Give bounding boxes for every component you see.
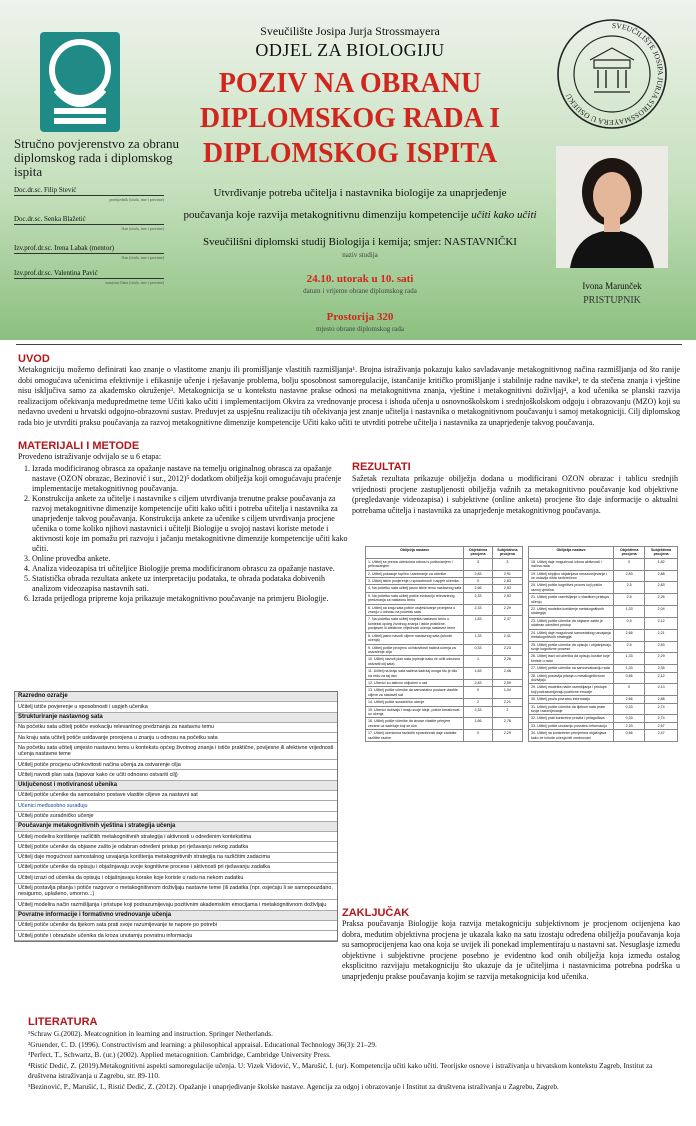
col-header: Objektivna procjena xyxy=(614,547,645,559)
results-feature-cell: 22. Učitelj modelira korištenje metakognitivnih strategija xyxy=(529,606,614,618)
objective-score-cell: 2,33 xyxy=(464,592,492,604)
thesis-title-line: poučavanja koje razvija metakognitivnu dimenziju kompetencije xyxy=(183,209,472,221)
results-feature-cell: 11. Učitelj na kraju sata sažima sadržaj onoga što je bilo na redu za taj dan xyxy=(366,668,464,680)
ozon-section-row: Razredno ozračje xyxy=(15,692,337,702)
subjective-score-cell: 2,29 xyxy=(645,653,678,665)
methods-step: 3. Online provedba ankete. xyxy=(32,554,348,564)
committee-member xyxy=(14,269,164,285)
subjective-score-cell: 2,83 xyxy=(645,582,678,594)
results-row xyxy=(366,668,523,680)
ozon-row: Učitelj daje mogućnost samostalnog usvajanja korištenja metakognitivnih strategija na različitim zadacima xyxy=(15,853,337,863)
objective-score-cell: 0,33 xyxy=(614,703,645,715)
subjective-score-cell: 2,59 xyxy=(492,679,522,686)
member-role: predsjednik (titula, ime i prezime) xyxy=(109,197,164,202)
results-row xyxy=(529,684,678,696)
methods-step: 6. Izrada prijedloga pripreme koja prikazuje metakognitivno poučavanje na primjeru Biologije. xyxy=(32,594,348,604)
reference-item: ¹Schraw G.(2002). Meatcognition in learning and instruction. Springer Netherlands. xyxy=(28,1029,273,1038)
objective-score-cell: 1,83 xyxy=(464,616,492,632)
objective-score-cell: 2,5 xyxy=(614,641,645,653)
col-header: Subjektivna procjena xyxy=(645,547,678,559)
ozon-row: Učenici međusobno surađuju xyxy=(15,801,337,811)
objective-score-cell: 0,5 xyxy=(614,617,645,629)
results-feature-cell: 14. Učitelj potiče suradničko učenje xyxy=(366,699,464,706)
objective-score-cell: 0,66 xyxy=(614,672,645,684)
objective-score-cell: 0 xyxy=(464,578,492,585)
objective-score-cell: 2,5 xyxy=(614,594,645,606)
thesis-title xyxy=(168,182,552,226)
ozon-row: Učitelj postavlja pitanja i potiče razgovor o metakognitivnom doživljaju nastavne teme (ili zadatka (npr. osjećaju li se samopouzdano, nesigurno, uplašeno, umorno...) xyxy=(15,884,337,901)
reference-item: ³Perfect, T., Schwartz, B. (ur.) (2002). Applied metacognition. Cambridge, Cambridge University Press. xyxy=(28,1050,331,1059)
results-text: Sažetak rezultata prikazuje obilježja dodana u modificirani OZON obrazac i tablicu srednjih vrijednosti procjene zastupljenosti obilježja važnih za metakognitivno poučavanje kod objektivne (pregledavanje videozapisa) i subjektivne (online anketa) procjene što daje informacije o aktualni potrebama učitelja i nastavnika za unaprjeđenje metakognitivnog poučavanja. xyxy=(352,474,678,515)
results-feature-cell: 16. Učitelj potiče učenike da iznose vlastite primjere vezane uz sadržaje koji se uče xyxy=(366,718,464,730)
ozon-row: Učitelj izrazi od učenika da opisuju i objašnjavaju korake koje koriste u radu na nekom zadatku xyxy=(15,873,337,883)
reference-item: ²Gruender, C. D. (1996). Constructivism and learning: a philosophical appraisal. Educational Technology 36(3): 21–29. xyxy=(28,1039,377,1049)
results-feature-cell: 4. Na početku sata učitelj jasno ističe temu nastavnog sata xyxy=(366,585,464,592)
member-role: zamjena člana (titula, ime i prezime) xyxy=(105,280,164,285)
candidate-photo-graphic xyxy=(556,146,668,268)
results-row xyxy=(529,606,678,618)
results-heading: REZULTATI xyxy=(352,461,411,473)
results-feature-cell: 9. Učitelj potiče procjenu učinkovitosti načina učenja za ostvarenje cilja xyxy=(366,644,464,656)
methods-step: 4. Analiza videozapisa tri učiteljice Biologije prema modificiranom obrascu za opažanje nastave. xyxy=(32,564,348,574)
ozon-row: Učitelj modelira način razmišljanja i pristupe koji podrazumijevaju pozitivnim akademskim emocijama i metakognitivnom doživljaju xyxy=(15,900,337,910)
results-feature-cell: 18. Učitelj daje mogućnost izbora aktivnosti i načina rada xyxy=(529,558,614,570)
methods-heading: MATERIJALI I METODE xyxy=(18,440,140,452)
results-row xyxy=(366,570,523,577)
objective-score-cell: 2,83 xyxy=(464,679,492,686)
objective-score-cell: 1,33 xyxy=(614,665,645,672)
results-row xyxy=(529,582,678,594)
subjective-score-cell: 1,82 xyxy=(645,558,678,570)
col-header: Objektivna procjena xyxy=(464,547,492,559)
results-feature-cell: 6. Učitelj na kraju sata potiče osvješćivanje promjena u znanju u odnosu na početak sata xyxy=(366,604,464,616)
objective-score-cell: 1,83 xyxy=(464,668,492,680)
subjective-score-cell: 2,83 xyxy=(492,578,522,585)
committee-member xyxy=(14,215,164,231)
ozon-section-row: Uključenost i motiviranost učenika xyxy=(15,781,337,791)
subjective-score-cell: 2,23 xyxy=(492,644,522,656)
ozon-row: Učitelj potiče učenike da opisuju i objašnjavaju svoje kognitivne procese i aktivnosti pri rješavanju zadatka xyxy=(15,863,337,873)
objective-score-cell: 2,83 xyxy=(464,570,492,577)
objective-score-cell: 2,66 xyxy=(614,696,645,703)
reference-item: ⁴Ristić Dedić, Z. (2019).Metakognitivni aspekti samoregulacije učenja. U: Vizek Vidović, V., Marušić, I. (ur). Kompetencija učiti kako učiti. Teorijske osnove i istraživanja u hrvatskom kontekstu Zagreb, Institut za društvena istraživanja u Zagrebu, str. 89-110. xyxy=(28,1060,653,1080)
results-feature-cell: 17. Učitelj učenicima razlicitih sposobnosti daje zadatke različite razine xyxy=(366,730,464,742)
objective-score-cell: 3 xyxy=(464,558,492,570)
results-row xyxy=(366,632,523,644)
defense-room: Prostorija 320 xyxy=(326,311,394,323)
results-row xyxy=(366,578,523,585)
results-row xyxy=(529,730,678,742)
results-row xyxy=(529,696,678,703)
member-name: Doc.dr.sc. Senka Blažetić xyxy=(14,215,164,225)
results-row xyxy=(529,653,678,665)
results-feature-cell: 33. Učitelj potiče unutarnju povratnu informaciju xyxy=(529,722,614,729)
results-feature-cell: 34. Učitelj na konkretnim primjerima objašnjava kako će ishode učenja biti vrednovani xyxy=(529,730,614,742)
results-feature-cell: 3. Učitelj ističe povjerenje u sposobnosti i uspjeh učenika xyxy=(366,578,464,585)
intro-text: Metakogniciju možemo definirati kao znanje o vlastitome znanju ili promišljanje vlastitih razmišljanja¹. Brojna istraživanja pokazuju kako savladavanje metakognitivnog načina razmišljanja od što ranije dobi omogućava učenicima efektivnije i efikasnije učenje i rješavanje problema, bolju sposobnost samoregulacije, istančanije kritičko promišljanje i stabilnije radne navike², te da stečena znanja i vještine nisu isključiva samo za akademsko okruženje³. Metakognicija se u kontekstu nastavne prakse odnosi na metakognitivna znanja, vještine i metakognitivni doživljaj⁴, a kod učenika se planski razvija realizacijom očekivanja međupredmetne teme Učiti kako učiti i implementacijom Okvira za vrednovanje procesa i ishoda učenja u osnovnoškolskom i srednjoškolskom odgoju i obrazovanju (MZO) koji su nedavno uvedeni u hrvatski odgojno-obrazovni sustav. Preduvjet za uspješnu realizaciju tih očekivanja jest znanje učitelja i nastavnika o metakognitivnom poučavanju i samoj metakogniciji. Cilj diplomskog rada bio je utvrditi praksu poučavanja za razvoj metakognitivne dimenzije kompetencije Učiti kako učiti te utvrditi potrebe učitelja i nastavnika za unaprjeđenje takvog poučavanja. xyxy=(18,365,680,427)
col-header: Subjektivna procjena xyxy=(492,547,522,559)
results-row xyxy=(366,592,523,604)
results-row xyxy=(529,703,678,715)
ozon-section-row: Poučavanje metakognitivnih vještina i strategija učenja xyxy=(15,822,337,832)
results-feature-cell: 2. Učitelj pokazuje toplinu i zanimanje za učenike xyxy=(366,570,464,577)
results-row xyxy=(529,617,678,629)
subjective-score-cell: 2,41 xyxy=(492,632,522,644)
results-feature-cell: 7. Na početku sata učitelj smješta nastavnu temu u kontekst općeg životnog znanja i ističe praktične, povijesne ili afektivne vrijednosti učenja nastavne teme xyxy=(366,616,464,632)
results-row xyxy=(529,722,678,729)
col-header: Obilježja nastave xyxy=(366,547,464,559)
objective-score-cell: 1,66 xyxy=(464,718,492,730)
committee-member xyxy=(14,186,164,202)
methods-intro: Provedeno istraživanje odvijalo se u 6 etapa: xyxy=(18,452,162,461)
department-name: ODJEL ZA BIOLOGIJU xyxy=(255,40,445,60)
member-name: Izv.prof.dr.sc. Valentina Pavić xyxy=(14,269,164,279)
references-list xyxy=(28,1029,678,1092)
results-row xyxy=(366,585,523,592)
thesis-title-italic: učiti kako učiti xyxy=(471,209,537,221)
candidate-photo xyxy=(556,146,668,268)
objective-score-cell: 2,83 xyxy=(614,570,645,582)
biology-department-logo-icon xyxy=(38,30,122,134)
references-heading: LITERATURA xyxy=(28,1016,98,1028)
subjective-score-cell: 2,13 xyxy=(645,684,678,696)
title-line: POZIV NA OBRANU xyxy=(218,68,482,99)
ozon-row: Na kraju sata učitelj potiče usiđavanje prorojena u znanju u odnosu na početku sata xyxy=(15,733,337,743)
ozon-row: Na početku sata učitelj potiče evokaciju relevantnog predznanja za nastavnu temu xyxy=(15,723,337,733)
ozon-row: Učitelj potiče procjenu učinkovitosti načina učenja za ostvarenje cilja xyxy=(15,760,337,770)
results-feature-cell: 29. Učitelj modelira način razmišljanja i pristupe koji podrazumijevaju pozitivne emocije xyxy=(529,684,614,696)
defense-date: 24.10. utorak u 10. sati xyxy=(306,273,414,285)
results-row xyxy=(529,715,678,722)
results-feature-cell: 24. Učitelj daje mogućnost samostalnog usvajanja metakognitivnih strategija xyxy=(529,629,614,641)
ozon-row: Učitelj potiče učenike da tijekom sata prati svoje razumijevanje te napore po potrebi xyxy=(15,921,337,931)
results-row xyxy=(366,706,523,718)
subjective-score-cell: 2,12 xyxy=(645,617,678,629)
subjective-score-cell: 3 xyxy=(492,558,522,570)
results-row xyxy=(366,730,523,742)
ozon-observation-table xyxy=(14,691,338,942)
subjective-score-cell: 2,88 xyxy=(645,570,678,582)
subjective-score-cell: 2,28 xyxy=(492,656,522,668)
room-label: mjesto obrane diplomskog rada xyxy=(315,325,405,333)
results-feature-cell: 20. Učitelj potiče kognitivni proces koji potiče razvoj vještina xyxy=(529,582,614,594)
committee-member xyxy=(14,244,164,260)
reference-item: ⁵Bezinović, P., Marušić, I., Ristić Dedić, Z. (2012). Opažanje i unaprjeđivanje školske nastave. Agencija za odgoj i obrazovanje i Institut za društvena istraživanja u Zagrebu, Zagreb. xyxy=(28,1081,559,1091)
results-feature-cell: 13. Učitelj potiče učenike da samostalno postave vlastite ciljeve za nastavni sat xyxy=(366,687,464,699)
ozon-row: Učitelj navodi plan sata (tapovar kako će učiti odnosno ostvariti cilj) xyxy=(15,770,337,780)
title-line: DIPLOMSKOG ISPITA xyxy=(202,138,498,169)
results-feature-cell: 27. Učitelj potiče učenike na samoevaluaciju rada xyxy=(529,665,614,672)
results-feature-cell: 32. Učitelj prati konkretne pravila i prilagođava xyxy=(529,715,614,722)
objective-score-cell: 2,66 xyxy=(464,585,492,592)
results-feature-cell: 8. Učitelj jasno navodi ciljeve nastavnog sata (ishode učenja) xyxy=(366,632,464,644)
results-feature-cell: 30. Učitelj pruža povratnu informaciju xyxy=(529,696,614,703)
subjective-score-cell: 2,46 xyxy=(492,668,522,680)
subjective-score-cell: 2,57 xyxy=(645,722,678,729)
results-row xyxy=(366,604,523,616)
subjective-score-cell: 2,12 xyxy=(645,672,678,684)
ozon-section-row: Povratne informacije i formativno vrednovanje učenja xyxy=(15,911,337,921)
results-row xyxy=(529,570,678,582)
subjective-score-cell: 2,29 xyxy=(492,604,522,616)
objective-score-cell: 2,33 xyxy=(464,604,492,616)
subjective-score-cell: 2,88 xyxy=(645,696,678,703)
objective-score-cell: 2 xyxy=(464,699,492,706)
subjective-score-cell: 2,83 xyxy=(492,585,522,592)
ozon-section-row: Strukturiranje nastavnog sata xyxy=(15,713,337,723)
subjective-score-cell: 2,47 xyxy=(645,730,678,742)
subjective-score-cell: 2,35 xyxy=(645,665,678,672)
subjective-score-cell: 2,29 xyxy=(492,730,522,742)
results-feature-cell: 31. Učitelj potiče učenike da tijekom sata prate svoje razumijevanje xyxy=(529,703,614,715)
objective-score-cell: 0 xyxy=(464,687,492,699)
results-feature-cell: 28. Učitelj postavlja pitanja o metakognitivnom doživljaju xyxy=(529,672,614,684)
university-seal-icon xyxy=(556,18,668,130)
results-row xyxy=(529,641,678,653)
objective-score-cell: 1,33 xyxy=(614,606,645,618)
subjective-score-cell: 2,74 xyxy=(645,703,678,715)
title-line: DIPLOMSKOG RADA I xyxy=(199,103,501,134)
results-feature-cell: 15. Učenici dobivaju i imaju svoje ideje, potiče kreativnost uz učenja xyxy=(366,706,464,718)
results-row xyxy=(529,672,678,684)
ozon-row: Učitelj potiče učenike da samostalno postave vlastite ciljeve za nastavni sat xyxy=(15,791,337,801)
subjective-score-cell: 2,21 xyxy=(492,699,522,706)
methods-step: 5. Statistička obrada rezultata ankete uz interpretaciju podataka, te obrada podataka dobivenih analizom videozapisa nastavnih sati. xyxy=(32,574,348,594)
results-row xyxy=(366,558,523,570)
results-row xyxy=(529,594,678,606)
intro-heading: UVOD xyxy=(18,353,50,365)
study-program: Sveučilišni diplomski studij Biologija i kemija; smjer: NASTAVNIČKI xyxy=(203,236,517,248)
ozon-row: Na početku sata učitelj umjesto nastavnu temu u kontekstu općeg životnog znanja i ističe praktične, povijesne ili afektivne vrijednosti učenja nastavne teme xyxy=(15,743,337,760)
committee-title: Stručno povjerenstvo za obranu diplomskog rada i diplomskog ispita xyxy=(14,136,179,179)
methods-step: 2. Konstrukcija ankete za učitelje i nastavnike s ciljem utvrđivanja trenutne prakse poučavanja za razvoj metakognitivne dimenzije kompetencije učiti kako učiti i potreba učitelja i nastavnika za unaprjeđenje takvog poučavanja. Konstrukcija ankete za učenike s ciljem utvrđivanja procjene učenika o tome koliko njihovi nastavnici i učitelji Biologije u svojoj nastavi koriste metode i aktivnosti koje im pomažu pri razvoju i jačanju metakognitivne dimenzije kompetencije učiti kako učiti. xyxy=(32,494,348,554)
thesis-title-line: Utvrđivanje potreba učitelja i nastavnika biologije za unaprjeđenje xyxy=(213,187,507,199)
methods-steps xyxy=(18,464,348,604)
date-label: datum i vrijeme obrane diplomskog rada xyxy=(303,287,417,295)
ozon-row: Učitelj modelira korištenje različitih metakognitivnih strategija i aktivnosti u određenim kontekstima xyxy=(15,832,337,842)
results-feature-cell: 5. Na početku sata učitelj potiče evokaciju relevantnog predznanja za nastavnu temu xyxy=(366,592,464,604)
results-row xyxy=(529,558,678,570)
objective-score-cell: 1 xyxy=(464,656,492,668)
subjective-score-cell: 2,21 xyxy=(645,629,678,641)
results-feature-cell: 25. Učitelj potiče učenike da opisuju i objašnjavaju svoje kognitivne procese xyxy=(529,641,614,653)
objective-score-cell: 0 xyxy=(464,730,492,742)
results-feature-cell: 19. Učitelj strpljivo objašnjava nerazumijevanje i ne ostavlja ništa nedorečeno xyxy=(529,570,614,582)
subjective-score-cell: 2,83 xyxy=(492,592,522,604)
methods-step: 1. Izrada modificiranog obrasca za opažanje nastave na temelju originalnog obrasca za opažanje nastave (OZON obrazac, Bezinović i sur., 2012)⁵ dodatkom obilježja koji omogućavaju praćenje implementacije metakognitivnog poučavanja. xyxy=(32,464,348,494)
subjective-score-cell: 2,78 xyxy=(492,718,522,730)
ozon-row: Učitelj potiče suradničko učenje xyxy=(15,812,337,822)
results-feature-cell: 26. Učitelj traži od učenika da opisuju korake koje koriste u radu xyxy=(529,653,614,665)
ozon-row: Učitelj ističe povjerenje u sposobnosti i uspjeh učenika xyxy=(15,702,337,712)
objective-score-cell: 1,33 xyxy=(614,653,645,665)
results-row xyxy=(366,718,523,730)
results-row xyxy=(366,616,523,632)
objective-score-cell: 2,33 xyxy=(464,706,492,718)
results-row xyxy=(529,629,678,641)
objective-score-cell: 0,33 xyxy=(464,644,492,656)
subjective-score-cell: 2,83 xyxy=(645,641,678,653)
objective-score-cell: 0 xyxy=(614,558,645,570)
ozon-row: Učitelj potiče učenike da objasne zašto je odabran određeni pristup pri rješavanju nekog zadatka xyxy=(15,842,337,852)
results-table-left xyxy=(365,546,523,742)
results-row xyxy=(529,665,678,672)
university-name: Sveučilište Josipa Jurja Strossmayera xyxy=(260,24,440,38)
ozon-row: Učitelj potiče i obrazlaže učenika da kroza unutarnju povratnu informaciju xyxy=(15,931,337,941)
results-feature-cell: 1. Učitelj se prema učenicima odnosi s poštovanjem i prihvaćanjem xyxy=(366,558,464,570)
member-name: Izv.prof.dr.sc. Irena Labak (mentor) xyxy=(14,244,164,254)
results-feature-cell: 23. Učitelj potiče učenike da objasne zašto je odabran određeni pristup xyxy=(529,617,614,629)
results-feature-cell: 10. Učitelj navodi plan sata (opisuje kako će učiti odnosno ostvariti cilj sata) xyxy=(366,656,464,668)
subjective-score-cell: 2,91 xyxy=(492,570,522,577)
seal-text: SVEUČILIŠTE JOSIPA JURJA STROSSMAYERA U OSIJEKU xyxy=(563,20,666,128)
objective-score-cell: 2,5 xyxy=(614,582,645,594)
section-divider xyxy=(16,344,682,345)
subjective-score-cell: 2,26 xyxy=(645,594,678,606)
poster-title xyxy=(150,66,550,171)
subjective-score-cell: 2,04 xyxy=(645,606,678,618)
results-row xyxy=(366,656,523,668)
member-role: član (titula, ime i prezime) xyxy=(121,255,164,260)
member-role: član (titula, ime i prezime) xyxy=(121,226,164,231)
subjective-score-cell: 2,74 xyxy=(645,715,678,722)
objective-score-cell: 2,33 xyxy=(614,722,645,729)
results-table-right xyxy=(528,546,678,742)
conclusion-heading: ZAKLJUČAK xyxy=(342,907,410,919)
subjective-score-cell: 2 xyxy=(492,706,522,718)
results-feature-cell: 12. Učenici su aktivno uključeni u rad xyxy=(366,679,464,686)
results-row xyxy=(366,679,523,686)
objective-score-cell: 1,33 xyxy=(464,632,492,644)
objective-score-cell: 0,33 xyxy=(614,715,645,722)
objective-score-cell: 0 xyxy=(614,684,645,696)
results-row xyxy=(366,687,523,699)
results-row xyxy=(366,644,523,656)
subjective-score-cell: 1,04 xyxy=(492,687,522,699)
subjective-score-cell: 2,37 xyxy=(492,616,522,632)
col-header: Obilježja nastave xyxy=(529,547,614,559)
conclusion-text: Praksa poučavanja Biologije koja razvija metakogniciju subjektivnom je procjenom ocijenjena kao dobra, međutim objektivna procjena je ukazala kako na satu izostaju određena obilježja poučavanja koja su samoprocijenjena kao ona koja se uvijek ili ponekad implementiraju u nastavni sat. Nesuglasje između objektivne i subjektivne procjene posebno je evidentno kod onih obilježja koja između ostalog eksplicitno razvijaju metakogniciju što ukazuje da je učiteljima i nastavnicima potrebna podrška u unaprjeđenju prakse poučavanja kojim se razvija metakognicija kod učenika. xyxy=(342,919,680,981)
results-feature-cell: 21. Učitelj potiče razmišljanje o vlastitom pristupu učenju xyxy=(529,594,614,606)
objective-score-cell: 2,66 xyxy=(614,629,645,641)
study-label: naziv studija xyxy=(342,251,378,259)
member-name: Doc.dr.sc. Filip Stević xyxy=(14,186,164,196)
objective-score-cell: 0,66 xyxy=(614,730,645,742)
candidate-role: PRISTUPNIK xyxy=(583,295,641,306)
candidate-name: Ivona Marunček xyxy=(582,281,642,291)
results-row xyxy=(366,699,523,706)
